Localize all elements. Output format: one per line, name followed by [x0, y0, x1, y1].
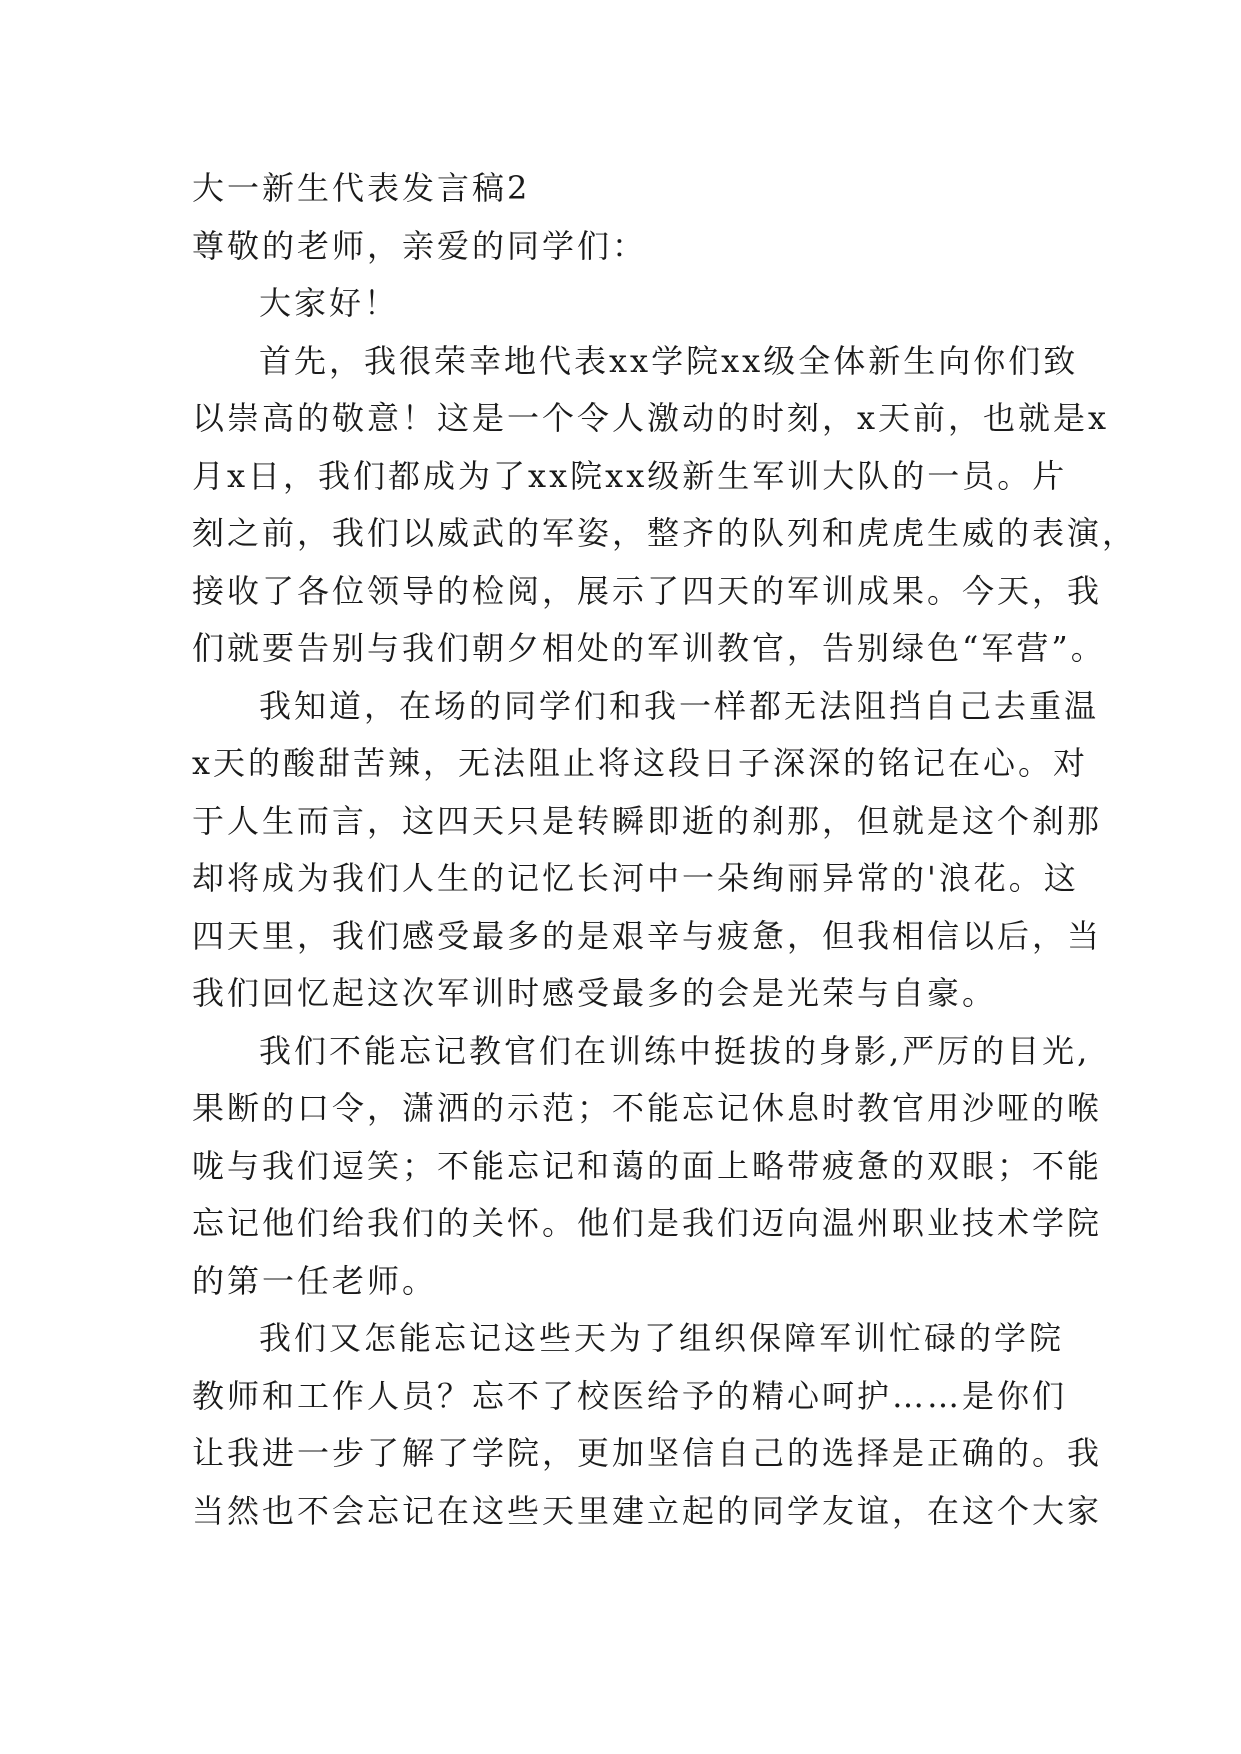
paragraph-line: 们就要告别与我们朝夕相处的军训教官，告别绿色“军营”。 [192, 629, 1106, 667]
document-body [192, 160, 1138, 1540]
paragraph-line: 以崇高的敬意！这是一个令人激动的时刻，x天前，也就是x [192, 399, 1110, 437]
paragraph-line: 四天里，我们感受最多的是艰辛与疲惫，但我相信以后，当 [192, 916, 1103, 955]
paragraph-line: 月x日，我们都成为了xx院xx级新生军训大队的一员。片 [192, 456, 1068, 495]
paragraph-line: 我们不能忘记教官们在训练中挺拔的身影,严厉的目光, [259, 1031, 1091, 1070]
paragraph-line: 于人生而言，这四天只是转瞬即逝的刹那，但就是这个刹那 [192, 801, 1103, 840]
paragraph-line: 首先，我很荣幸地代表xx学院xx级全体新生向你们致 [259, 341, 1079, 380]
paragraph-line: 当然也不会忘记在这些天里建立起的同学友谊，在这个大家 [192, 1491, 1103, 1530]
salutation: 尊敬的老师，亲爱的同学们： [192, 226, 648, 265]
paragraph-line: 咙与我们逗笑；不能忘记和蔼的面上略带疲惫的双眼；不能 [192, 1146, 1103, 1185]
document-title: 大一新生代表发言稿2 [192, 169, 531, 207]
paragraph-3 [192, 1023, 1103, 1311]
paragraph-line: 让我进一步了解了学院，更加坚信自己的选择是正确的。我 [192, 1434, 1103, 1472]
paragraph-line: 教师和工作人员？忘不了校医给予的精心呵护……是你们 [192, 1376, 1068, 1415]
paragraph-line: 的第一任老师。 [192, 1261, 438, 1300]
paragraph-line: 我们回忆起这次军训时感受最多的会是光荣与自豪。 [192, 974, 998, 1012]
paragraph-line: 我们又怎能忘记这些天为了组织保障军训忙碌的学院 [259, 1319, 1065, 1357]
paragraph-4 [192, 1310, 1103, 1540]
greeting: 大家好！ [259, 284, 400, 322]
paragraph-line: 果断的口令，潇洒的示范；不能忘记休息时教官用沙哑的喉 [192, 1089, 1103, 1127]
paragraph-line: 我知道，在场的同学们和我一样都无法阻挡自己去重温 [259, 686, 1100, 725]
paragraph-line: 刻之前，我们以威武的军姿，整齐的队列和虎虎生威的表演， [192, 514, 1138, 552]
paragraph-2 [192, 678, 1103, 1023]
paragraph-1 [192, 333, 1138, 678]
paragraph-line: 忘记他们给我们的关怀。他们是我们迈向温州职业技术学院 [192, 1204, 1103, 1242]
paragraph-line: 接收了各位领导的检阅，展示了四天的军训成果。今天，我 [192, 571, 1103, 610]
paragraph-line: x天的酸甜苦辣，无法阻止将这段日子深深的铭记在心。对 [192, 744, 1089, 782]
paragraph-line: 却将成为我们人生的记忆长河中一朵绚丽异常的'浪花。这 [192, 859, 1079, 897]
